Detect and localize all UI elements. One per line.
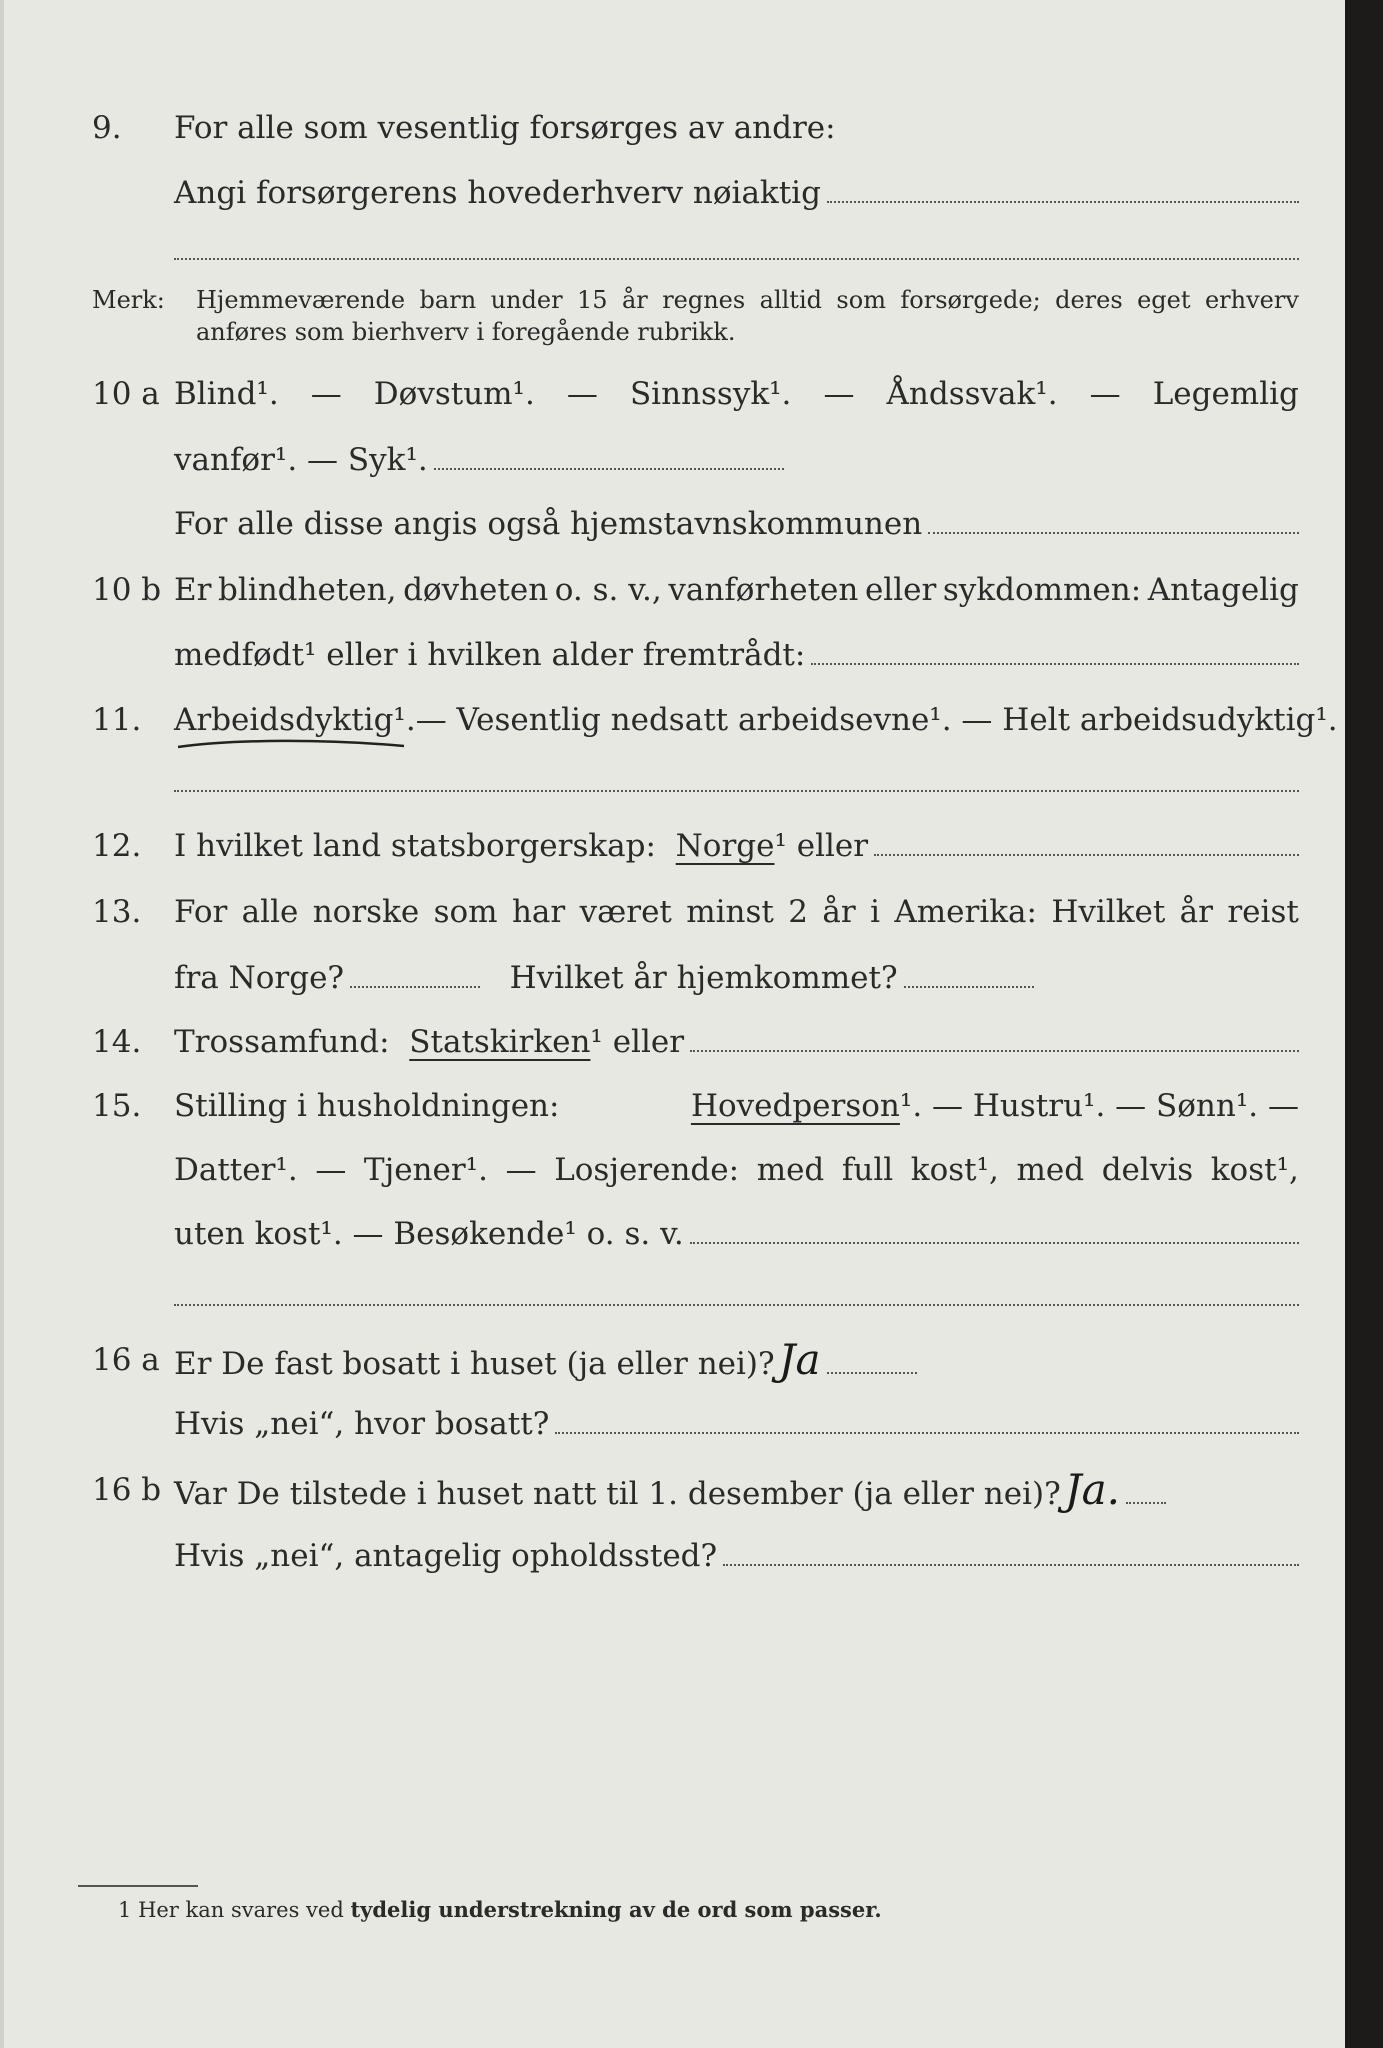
- q14-eller: ¹ eller: [590, 1024, 685, 1060]
- q9-answer-field[interactable]: [827, 175, 1299, 203]
- q9-instruction: Angi forsørgerens hovederhverv nøiaktig: [174, 175, 821, 211]
- q13-question-word: norske: [312, 894, 420, 930]
- q15-hovedperson: Hovedperson: [690, 1088, 900, 1124]
- q10b-question-word: vanførheten: [668, 572, 859, 608]
- q15-answer-field-2[interactable]: [174, 1304, 1299, 1306]
- q10a-option-word: —: [1089, 376, 1121, 412]
- q11-pen-underline: [176, 737, 406, 751]
- merk-word: under: [490, 286, 563, 314]
- q10a-option-word: —: [823, 376, 855, 412]
- q15-number: 15.: [92, 1088, 142, 1124]
- merk-word: forsørgede;: [900, 286, 1041, 314]
- footnote-mark: 1: [118, 1898, 132, 1922]
- q13-question-word: For: [174, 894, 228, 930]
- q16a-answer-field[interactable]: [827, 1346, 917, 1374]
- q15-option-word: Datter¹.: [174, 1152, 298, 1188]
- q10b-question: [174, 570, 1299, 610]
- q11-sup: ¹.: [393, 702, 416, 738]
- q15-option-word: delvis: [1101, 1152, 1194, 1188]
- q15-option-word: kost¹,: [910, 1152, 999, 1188]
- q10a-option-word: Blind¹.: [174, 376, 279, 412]
- q16a-followup: Hvis „nei“, hvor bosatt?: [174, 1406, 550, 1442]
- merk-word: deres: [1055, 286, 1123, 314]
- q10a-number: 10 a: [92, 376, 160, 412]
- q13-question-word: har: [511, 894, 566, 930]
- q16b-question: Var De tilstede i huset natt til 1. desember (ja eller nei)?: [174, 1476, 1061, 1512]
- merk-word: 15: [576, 286, 608, 314]
- q15-option-word: full: [841, 1152, 894, 1188]
- q15-options1: ¹. — Hustru¹. — Sønn¹. —: [899, 1088, 1299, 1124]
- q13-question: [174, 892, 1299, 932]
- q10b-question-word: sykdommen:: [942, 572, 1142, 608]
- merk-word: som: [836, 286, 886, 314]
- q9-answer-field-2[interactable]: [174, 258, 1299, 260]
- q10b-question-word: blindheten,: [218, 572, 397, 608]
- q10b-question-word: Antagelig: [1147, 572, 1299, 608]
- q16b-handwritten-answer: Ja.: [1064, 1465, 1120, 1514]
- q15-options3: uten kost¹. — Besøkende¹ o. s. v.: [174, 1216, 684, 1252]
- q10a-option-word: —: [566, 376, 598, 412]
- q10a-options-cont: vanfør¹. — Syk¹.: [174, 442, 428, 478]
- q10b-question-word: døvheten: [403, 572, 549, 608]
- merk-line1: [196, 284, 1299, 316]
- merk-word: eget: [1137, 286, 1191, 314]
- q10a-answer-field[interactable]: [434, 442, 784, 470]
- q10a-options: [174, 374, 1299, 414]
- q11-arbeidsdyktig: Arbeidsdyktig: [174, 702, 394, 738]
- q13-question-word: minst: [686, 894, 774, 930]
- q10b-question-word: Er: [174, 572, 212, 608]
- q12-norge: Norge: [675, 828, 775, 864]
- q13-question-word: Amerika:: [894, 894, 1037, 930]
- q16b-opholdssted-field[interactable]: [723, 1538, 1299, 1566]
- q10b-question-word: o. s. v.,: [554, 572, 662, 608]
- q10a-option-word: Døvstum¹.: [373, 376, 535, 412]
- q14-label: Trossamfund:: [174, 1024, 390, 1060]
- footnote-text: Her kan svares ved: [138, 1898, 344, 1922]
- q15-option-word: —: [505, 1152, 537, 1188]
- q11-answer-field[interactable]: [174, 790, 1299, 792]
- q12-answer-field[interactable]: [874, 828, 1299, 856]
- q10b-question-cont: medfødt¹ eller i hvilken alder fremtrådt:: [174, 637, 806, 673]
- q13-question-word: været: [579, 894, 672, 930]
- q10a-option-word: Sinnssyk¹.: [629, 376, 792, 412]
- merk-word: Hjemmeværende: [196, 286, 406, 314]
- q13-question-word: Hvilket: [1051, 894, 1166, 930]
- merk-word: regnes: [662, 286, 746, 314]
- q12-number: 12.: [92, 828, 142, 864]
- q13-hjemkommet-field[interactable]: [904, 960, 1034, 988]
- merk-line2: anføres som bierhverv i foregående rubrikk.: [196, 318, 736, 346]
- merk-label: Merk:: [92, 286, 165, 314]
- q13-question-word: som: [433, 894, 498, 930]
- q10a-option-word: Åndssvak¹.: [886, 376, 1058, 412]
- q10a-option-word: —: [310, 376, 342, 412]
- footnote-bold-text: tydelig understrekning av de ord som passer.: [350, 1897, 882, 1922]
- q16a-handwritten-answer: Ja: [778, 1335, 821, 1384]
- q13-question-word: alle: [241, 894, 299, 930]
- q15-option-word: kost¹,: [1210, 1152, 1299, 1188]
- q14-statskirken: Statskirken: [409, 1024, 591, 1060]
- q13-question-word: 2: [788, 894, 809, 930]
- q10b-answer-field[interactable]: [811, 637, 1299, 665]
- q15-option-word: Tjener¹.: [363, 1152, 488, 1188]
- q16a-question: Er De fast bosatt i huset (ja eller nei)?: [174, 1346, 775, 1382]
- q13-number: 13.: [92, 894, 142, 930]
- q16b-followup: Hvis „nei“, antagelig opholdssted?: [174, 1538, 718, 1574]
- footnote-rule: [78, 1885, 198, 1887]
- q15-option-word: Losjerende:: [554, 1152, 740, 1188]
- q13-question-word: i: [870, 894, 880, 930]
- merk-word: år: [621, 286, 648, 314]
- q16a-bosatt-field[interactable]: [555, 1406, 1299, 1434]
- merk-word: barn: [419, 286, 477, 314]
- q16b-number: 16 b: [92, 1472, 162, 1508]
- q13-reist-field[interactable]: [350, 960, 480, 988]
- q16b-answer-field[interactable]: [1126, 1476, 1166, 1504]
- q13-question-word: reist: [1227, 894, 1299, 930]
- q13-hjemkommet: Hvilket år hjemkommet?: [509, 960, 898, 996]
- q11-number: 11.: [92, 702, 142, 738]
- q15-answer-field[interactable]: [690, 1216, 1299, 1244]
- q15-options2: [174, 1150, 1299, 1190]
- q10a-hjemstavn-field[interactable]: [928, 506, 1299, 534]
- q9-number: 9.: [92, 110, 122, 146]
- q12-eller: ¹ eller: [774, 828, 869, 864]
- q9-question: For alle som vesentlig forsørges av andre:: [174, 110, 836, 146]
- q15-option-word: med: [1016, 1152, 1085, 1188]
- footnote: [118, 1896, 882, 1924]
- merk-word: erhverv: [1204, 286, 1299, 314]
- q12-question: I hvilket land statsborgerskap:: [174, 828, 656, 864]
- q15-option-word: med: [756, 1152, 825, 1188]
- q10a-option-word: Legemlig: [1152, 376, 1299, 412]
- q11-options: — Vesentlig nedsatt arbeidsevne¹. — Helt arbeidsudyktig¹.: [415, 702, 1338, 738]
- q13-fra-norge: fra Norge?: [174, 960, 345, 996]
- merk-word: alltid: [759, 286, 822, 314]
- q15-option-word: —: [315, 1152, 347, 1188]
- q13-question-word: år: [1179, 894, 1213, 930]
- page-edge: [0, 0, 4, 2048]
- q10b-number: 10 b: [92, 572, 162, 608]
- q15-label: Stilling i husholdningen:: [174, 1088, 560, 1124]
- q14-number: 14.: [92, 1024, 142, 1060]
- q10b-question-word: eller: [864, 572, 937, 608]
- q13-question-word: år: [822, 894, 856, 930]
- q10a-hjemstavn-label: For alle disse angis også hjemstavnskommunen: [174, 506, 923, 542]
- q14-answer-field[interactable]: [690, 1024, 1299, 1052]
- q16a-number: 16 a: [92, 1342, 160, 1378]
